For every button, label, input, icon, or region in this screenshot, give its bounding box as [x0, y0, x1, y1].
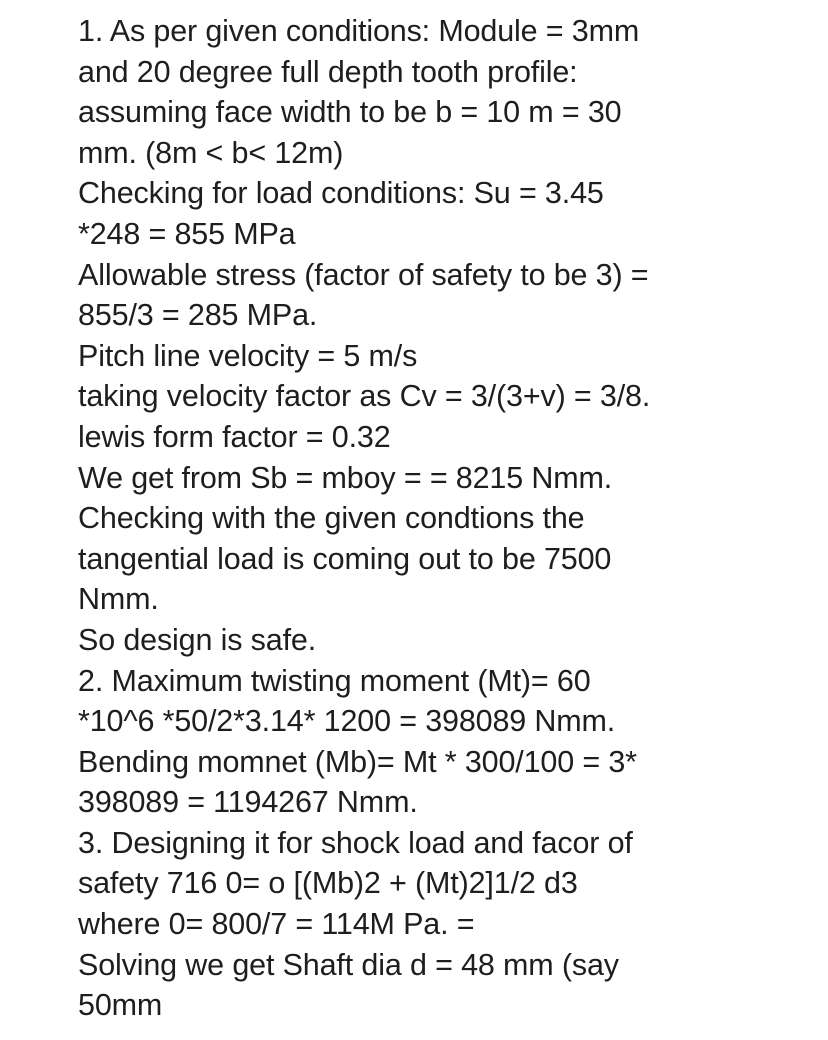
text-line: Checking for load conditions: Su = 3.45	[78, 176, 604, 211]
text-line: 855/3 = 285 MPa.	[78, 298, 318, 333]
text-line: taking velocity factor as Cv = 3/(3+v) = 3/8.	[78, 379, 651, 414]
text-line: lewis form factor = 0.32	[78, 419, 391, 454]
text-line: tangential load is coming out to be 7500	[78, 541, 612, 576]
text-line: *10^6 *50/2*3.14* 1200 = 398089 Nmm.	[78, 704, 616, 739]
text-line: Solving we get Shaft dia d = 48 mm (say	[78, 947, 619, 982]
text-line: Allowable stress (factor of safety to be 3) =	[78, 257, 649, 292]
text-line: Nmm.	[78, 582, 159, 617]
text-line: 2. Maximum twisting moment (Mt)= 60	[78, 663, 591, 698]
text-line: *248 = 855 MPa	[78, 216, 296, 251]
text-line: 398089 = 1194267 Nmm.	[78, 785, 418, 820]
text-line: 3. Designing it for shock load and facor of	[78, 825, 633, 860]
text-line: safety 716 0= o [(Mb)2 + (Mt)2]1/2 d3	[78, 866, 578, 901]
solution-text	[78, 11, 818, 1026]
text-line: 1. As per given conditions: Module = 3mm	[78, 14, 640, 48]
text-line: mm. (8m < b< 12m)	[78, 135, 344, 170]
text-line: 50mm	[78, 988, 163, 1023]
text-line: Pitch line velocity = 5 m/s	[78, 338, 418, 373]
text-line: Bending momnet (Mb)= Mt * 300/100 = 3*	[78, 744, 637, 779]
text-line: Checking with the given condtions the	[78, 501, 585, 536]
text-line: We get from Sb = mboy = = 8215 Nmm.	[78, 460, 613, 495]
text-line: and 20 degree full depth tooth profile:	[78, 54, 578, 89]
text-line: where 0= 800/7 = 114M Pa. =	[78, 907, 475, 942]
text-line: So design is safe.	[78, 622, 317, 657]
text-line: assuming face width to be b = 10 m = 30	[78, 95, 622, 130]
